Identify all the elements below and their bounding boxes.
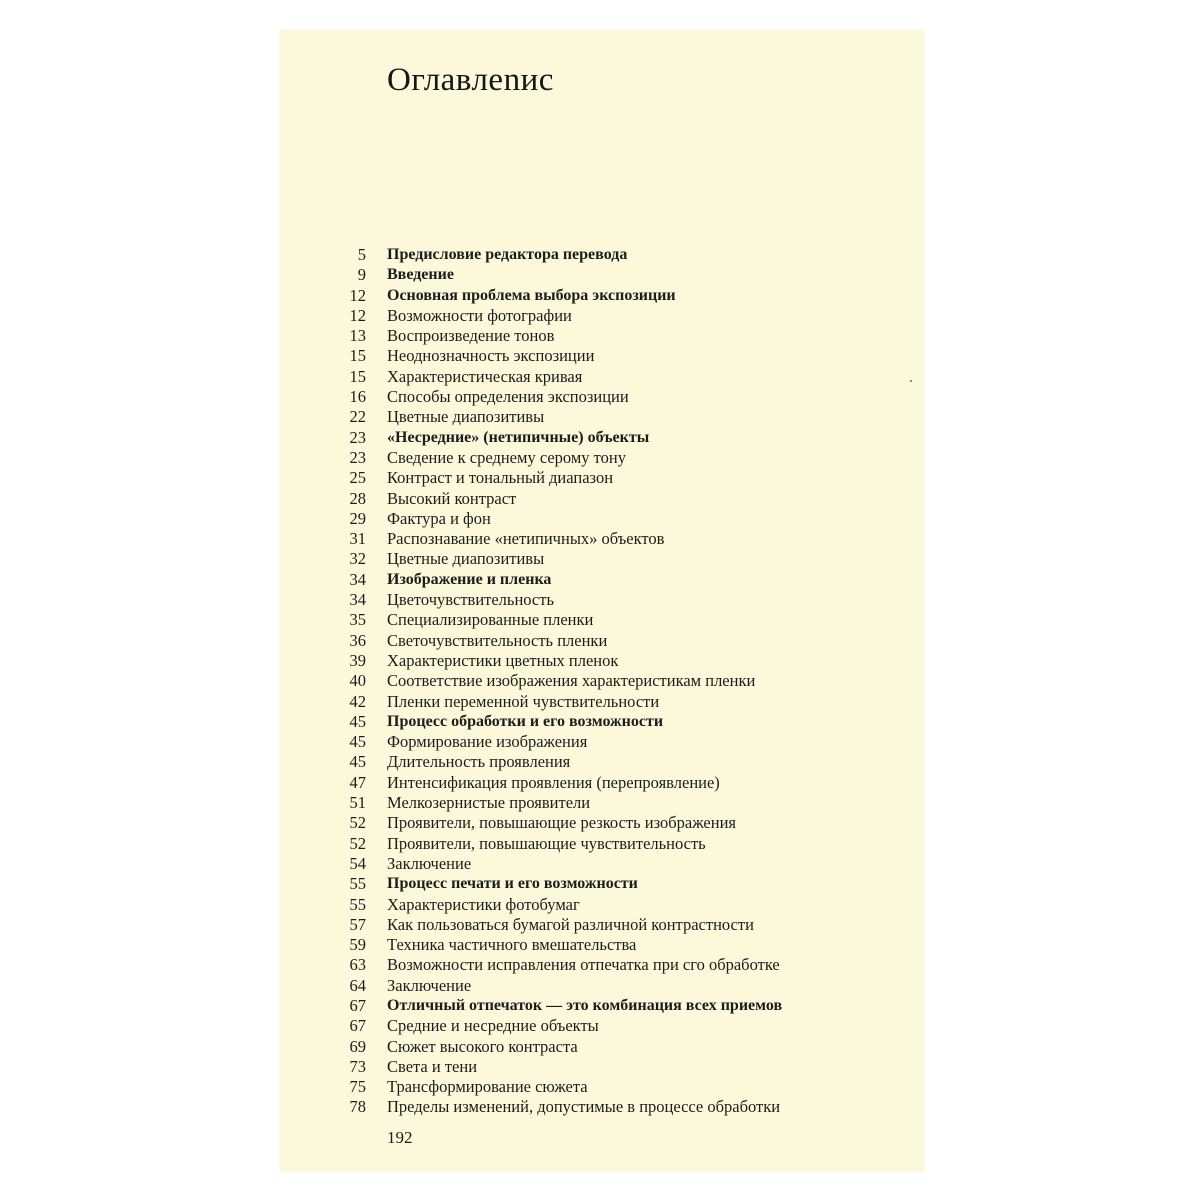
toc-entry-title: Предисловие редактора перевода xyxy=(387,246,628,263)
toc-entry-title: Введение xyxy=(387,266,454,284)
toc-entry-title: Цветные диапозитивы xyxy=(387,407,545,427)
toc-page-number: 40 xyxy=(349,671,366,691)
toc-entry-title: Интенсификация проявления (перепроявление) xyxy=(387,772,720,792)
toc-entry xyxy=(320,306,782,326)
toc-page-number: 12 xyxy=(349,305,366,325)
toc-entry-title: Трансформирование сюжета xyxy=(387,1077,588,1097)
toc-entry-title: Способы определения экспозиции xyxy=(387,387,629,407)
toc-entry xyxy=(320,610,782,630)
toc-page-number: 16 xyxy=(349,387,366,407)
toc-entry-title: Техника частичного вмешательства xyxy=(387,935,637,955)
toc-entry xyxy=(320,509,782,529)
toc-entry-title: Процесс обработки и его возможности xyxy=(387,712,664,730)
toc-entry xyxy=(320,813,782,833)
toc-entry-title: Возможности фотографии xyxy=(387,305,572,325)
toc-page-number: 22 xyxy=(349,407,366,427)
toc-entry xyxy=(320,773,782,793)
toc-entry xyxy=(320,346,782,366)
toc-entry xyxy=(320,935,782,955)
toc-page-number: 52 xyxy=(349,833,366,853)
toc-entry xyxy=(320,895,782,915)
toc-section-entry xyxy=(320,245,782,265)
toc-page-number: 52 xyxy=(349,813,366,833)
toc-entry-title: Специализированные пленки xyxy=(387,610,594,630)
toc-page-number: 5 xyxy=(357,245,366,264)
toc-page-number: 54 xyxy=(349,853,366,873)
toc-page-number: 9 xyxy=(357,265,366,285)
toc-page-number: 42 xyxy=(349,691,366,711)
toc-entry xyxy=(320,468,782,488)
toc-page-number: 36 xyxy=(349,630,366,650)
toc-entry xyxy=(320,631,782,651)
toc-entry xyxy=(320,367,782,387)
toc-page-number: 34 xyxy=(349,569,366,589)
toc-page-number: 47 xyxy=(349,772,366,792)
toc-entry xyxy=(320,955,782,975)
toc-page-number: 23 xyxy=(349,447,366,467)
toc-entry-title: Отличный отпечаток — это комбинация всех приемов xyxy=(387,996,783,1014)
toc-entry-title: Цветочувствительность xyxy=(387,590,554,610)
toc-entry-title: Неоднозначность экспозиции xyxy=(387,346,595,366)
toc-page-number: 29 xyxy=(349,508,366,528)
toc-page-number: 55 xyxy=(349,894,366,914)
toc-page-number: 28 xyxy=(349,488,366,508)
toc-page-number: 55 xyxy=(349,874,366,894)
toc-entry-title: Основная проблема выбора экспозиции xyxy=(387,286,676,304)
toc-entry-title: Формирование изображения xyxy=(387,732,588,752)
toc-entry-title: Изображение и пленка xyxy=(387,570,552,588)
toc-entry xyxy=(320,407,782,427)
toc-entry-title: Воспроизведение тонов xyxy=(387,326,555,346)
toc-page-number: 39 xyxy=(349,650,366,670)
toc-page-number: 12 xyxy=(349,285,366,305)
toc-entry-title: Пленки переменной чувствительности xyxy=(387,691,660,711)
toc-page-number: 78 xyxy=(349,1097,366,1117)
page-title: Оглавлеnис xyxy=(387,62,554,98)
toc-entry xyxy=(320,854,782,874)
toc-page-number: 13 xyxy=(349,326,366,346)
toc-section-entry xyxy=(320,712,782,732)
toc-page-number: 51 xyxy=(349,793,366,813)
toc-entry-title: Высокий контраст xyxy=(387,488,517,508)
toc-entry xyxy=(320,834,782,854)
toc-page-number: 69 xyxy=(349,1036,366,1056)
toc-entry xyxy=(320,387,782,407)
toc-entry xyxy=(320,1077,782,1097)
toc-entry-title: Заключение xyxy=(387,975,472,995)
toc-entry xyxy=(320,448,782,468)
toc-entry-title: Как пользоваться бумагой различной контрастности xyxy=(387,914,754,934)
toc-entry xyxy=(320,793,782,813)
toc-section-entry xyxy=(320,996,782,1016)
toc-page-number: 15 xyxy=(349,366,366,386)
toc-page-number: 45 xyxy=(349,752,366,772)
toc-entry-title: Характеристики фотобумаг xyxy=(387,894,580,914)
toc-entry xyxy=(320,1016,782,1036)
toc-entry-title: Контраст и тональный диапазон xyxy=(387,468,614,488)
toc-entry xyxy=(320,590,782,610)
toc-page-number: 63 xyxy=(349,955,366,975)
toc-page-number: 75 xyxy=(349,1077,366,1097)
toc-page-number: 35 xyxy=(349,610,366,630)
toc-section-entry xyxy=(320,874,782,894)
book-page xyxy=(280,30,924,1172)
toc-section-entry xyxy=(320,570,782,590)
toc-entry-title: Средние и несредние объекты xyxy=(387,1016,599,1036)
toc-entry-title: Соответствие изображения характеристикам пленки xyxy=(387,671,756,691)
toc-entry xyxy=(320,529,782,549)
toc-entry-title: Мелкозернистые проявители xyxy=(387,793,591,813)
toc-section-entry xyxy=(320,286,782,306)
toc-entry xyxy=(320,915,782,935)
toc-page-number: 45 xyxy=(349,732,366,752)
toc-entry xyxy=(320,976,782,996)
toc-entry xyxy=(320,1057,782,1077)
toc-entry xyxy=(320,1097,782,1117)
toc-entry xyxy=(320,651,782,671)
toc-entry xyxy=(320,752,782,772)
page-number: 192 xyxy=(387,1128,413,1147)
toc-page-number: 59 xyxy=(349,935,366,955)
toc-entry-title: Света и тени xyxy=(387,1056,478,1076)
toc-section-entry xyxy=(320,428,782,448)
toc-page-number: 57 xyxy=(349,914,366,934)
toc-section-entry xyxy=(320,265,782,285)
toc-entry-title: Проявители, повышающие чувствительность xyxy=(387,833,706,853)
toc-entry-title: «Несредние» (нетипичные) объекты xyxy=(387,428,650,446)
toc-entry-title: Проявители, повышающие резкость изображения xyxy=(387,813,736,833)
toc-page-number: 67 xyxy=(349,995,366,1015)
toc-entry-title: Сюжет высокого контраста xyxy=(387,1036,578,1056)
toc-page-number: 67 xyxy=(349,1016,366,1036)
toc-entry-title: Фактура и фон xyxy=(387,508,491,528)
toc-entry xyxy=(320,489,782,509)
toc-entry-title: Цветные диапозитивы xyxy=(387,549,545,569)
toc-page-number: 64 xyxy=(349,975,366,995)
toc-entry xyxy=(320,732,782,752)
toc-entry-title: Возможности исправления отпечатка при сго обработке xyxy=(387,955,780,975)
toc-entry-title: Распознавание «нетипичных» объектов xyxy=(387,529,665,549)
toc-entry-title: Характеристики цветных пленок xyxy=(387,650,619,670)
toc-entry-title: Пределы изменений, допустимые в процессе обработки xyxy=(387,1097,781,1117)
toc-entry-title: Сведение к среднему серому тону xyxy=(387,447,626,467)
toc-entry-title: Светочувствительность пленки xyxy=(387,630,608,650)
toc-entry xyxy=(320,549,782,569)
print-speck xyxy=(910,380,912,382)
toc-page-number: 25 xyxy=(349,468,366,488)
toc-entry xyxy=(320,671,782,691)
toc-entry-title: Процесс печати и его возможности xyxy=(387,875,638,893)
toc-entry xyxy=(320,326,782,346)
toc-page-number: 45 xyxy=(349,711,366,731)
toc-page-number: 32 xyxy=(349,549,366,569)
toc-page-number: 15 xyxy=(349,346,366,366)
toc-page-number: 31 xyxy=(349,529,366,549)
toc-entry-title: Длительность проявления xyxy=(387,752,571,772)
toc-entry-title: Заключение xyxy=(387,853,472,873)
toc-page-number: 34 xyxy=(349,590,366,610)
toc-entry xyxy=(320,692,782,712)
toc-page-number: 23 xyxy=(349,427,366,447)
toc-page-number: 73 xyxy=(349,1056,366,1076)
toc-entry-title: Характеристическая кривая xyxy=(387,366,583,386)
table-of-contents xyxy=(320,245,782,1118)
toc-entry xyxy=(320,1037,782,1057)
